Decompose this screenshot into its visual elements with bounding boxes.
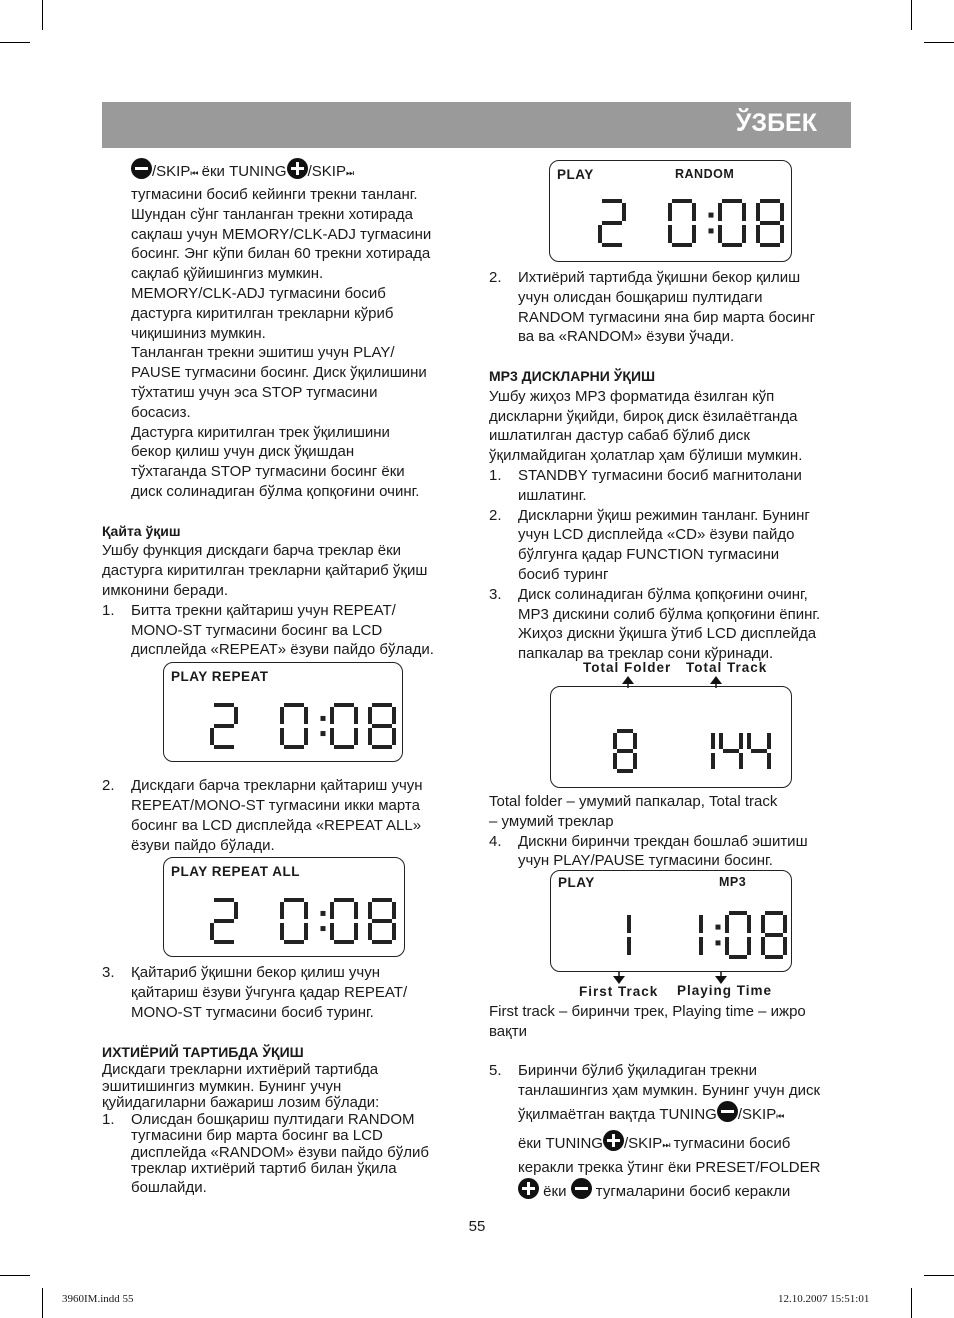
text-line: Ихтиёрий тартибда ўқишни бекор қилиш xyxy=(518,269,801,286)
text-line: босинг. Энг кўпи билан 60 трекни хотирада xyxy=(131,245,431,263)
intro-first-line xyxy=(102,158,472,185)
text-line: Ушбу функция дискдаги барча треклар ёки xyxy=(102,542,402,560)
caption-total-folder: Total Folder xyxy=(583,660,672,675)
text-line: учун олисдан бошқариш пултидаги xyxy=(518,288,763,306)
list-number: 3. xyxy=(489,585,502,603)
text-line: MP3 дискини солиб бўлма қопқоғини ёпинг. xyxy=(518,605,821,623)
lcd-colon xyxy=(716,925,721,930)
text-line: PAUSE тугмасини босинг. Диск ўқилишини xyxy=(131,364,427,382)
list-number: 1. xyxy=(489,466,502,484)
text-line: сақлаш учун MEMORY/CLK-ADJ тугмасини xyxy=(131,225,432,243)
text-line: Шундан сўнг танланган трекни хотирада xyxy=(131,205,413,223)
text-line: Дискдаги барча трекларни қайтариш учун xyxy=(131,777,423,795)
text-line: MONO-ST тугмасини босинг ва LCD xyxy=(131,621,383,639)
list-number: 4. xyxy=(489,832,502,850)
header-title: ЎЗБЕК xyxy=(735,109,817,137)
text-line: дастурга киритилган трекларни кўриб xyxy=(131,304,394,322)
right-column-lower xyxy=(489,792,859,871)
left-column xyxy=(102,158,472,1198)
text-line: имконини беради. xyxy=(102,581,229,599)
text-line: Дискни биринчи трекдан бошлаб эшитиш xyxy=(518,832,808,850)
text-line: ўқилмайдиган ҳолатлар ҳам бўлиши мумкин. xyxy=(489,447,803,465)
crop-mark xyxy=(924,1275,954,1276)
text-line: керакли трекка ўтинг ёки PRESET/FOLDER xyxy=(518,1158,821,1176)
section-heading-mp3: MP3 ДИСКЛАРНИ ЎҚИШ xyxy=(489,367,656,384)
text-line: треклар ихтиёрий тартиб билан ўқила xyxy=(131,1160,397,1178)
lcd-digits xyxy=(164,858,406,958)
lcd-display-repeat xyxy=(163,662,403,762)
text-line: босасиз. xyxy=(131,403,191,421)
text-line: учун LCD дисплейда «CD» ёзуви пайдо xyxy=(518,526,795,544)
list-item xyxy=(102,963,472,1022)
crop-mark xyxy=(42,0,43,30)
caption-total-track: Total Track xyxy=(686,660,768,675)
text-line: MEMORY/CLK-ADJ тугмасини босиб xyxy=(131,284,386,302)
skip-next-icon: ⏭ xyxy=(662,1139,670,1150)
text: ёки TUNING xyxy=(197,163,287,180)
text-line: қуйидагиларни бажариш лозим бўлади: xyxy=(102,1094,380,1112)
text-line: Дискларни ўқиш режимин танланг. Бунинг xyxy=(518,506,810,524)
text: /SKIP xyxy=(152,163,191,180)
lcd-label-play: PLAY xyxy=(557,167,594,182)
text-line: тугмасини бир марта босинг ва LCD xyxy=(131,1127,383,1145)
lcd-digits xyxy=(551,871,793,973)
text-line: дисплейда «RANDOM» ёзуви пайдо бўлиб xyxy=(131,1143,429,1161)
skip-next-icon: ⏭ xyxy=(345,168,354,178)
list-number: 1. xyxy=(102,1110,115,1128)
lcd-label: PLAY REPEAT ALL xyxy=(171,864,301,880)
text-line: Диск солинадиган бўлма қопқоғини очинг, xyxy=(518,585,808,603)
text: /SKIP xyxy=(623,1134,663,1152)
list-number: 2. xyxy=(489,506,502,524)
section-heading-random: ИХТИЁРИЙ ТАРТИБДА ЎҚИШ xyxy=(102,1043,304,1060)
text-line: сақлаб қўйишингиз мумкин. xyxy=(131,265,324,283)
lcd-display-total xyxy=(550,686,792,788)
lcd-digits xyxy=(164,663,404,763)
section-heading-repeat: Қайта ўқиш xyxy=(102,522,181,539)
language-header-bar xyxy=(102,102,851,148)
text-line: бекор қилиш учун диск ўқишдан xyxy=(131,443,355,461)
minus-button-icon xyxy=(571,1178,592,1199)
text: /SKIP xyxy=(307,163,346,180)
text: /SKIP xyxy=(737,1105,777,1123)
text-line: – умумий треклар xyxy=(489,812,614,830)
intro-paragraph xyxy=(102,185,472,502)
text-line: First track – биринчи трек, Playing time – ижро xyxy=(489,1003,806,1020)
lcd-colon xyxy=(321,911,326,916)
text-line: Дастурга киритилган трек ўқилишини xyxy=(131,423,390,441)
lcd-label: PLAY REPEAT xyxy=(171,669,269,685)
right-column xyxy=(489,158,859,664)
text: ёки xyxy=(539,1182,571,1200)
lcd-digits xyxy=(551,687,793,789)
list-item xyxy=(489,466,859,506)
text-line xyxy=(518,1130,859,1158)
crop-mark xyxy=(42,1288,43,1318)
lcd-display-repeat-all xyxy=(163,857,405,957)
crop-mark xyxy=(911,0,912,30)
lcd-colon xyxy=(709,228,714,233)
text: тугмасини босиб xyxy=(669,1134,791,1152)
list-number: 1. xyxy=(102,601,115,619)
text-line: Битта трекни қайтариш учун REPEAT/ xyxy=(131,601,396,619)
text-line: Танланган трекни эшитиш учун PLAY/ xyxy=(131,344,395,362)
right-column-bottom xyxy=(489,1002,859,1206)
text-line: Жиҳоз дискни ўқишга ўтиб LCD дисплейда xyxy=(518,625,817,643)
plus-button-icon xyxy=(287,158,308,179)
text: ёки TUNING xyxy=(518,1134,603,1152)
crop-mark xyxy=(924,42,954,43)
lcd-colon xyxy=(321,731,326,736)
lcd-digits xyxy=(550,161,793,263)
text-line: дисплейда «REPEAT» ёзуви пайдо бўлади. xyxy=(131,641,434,659)
text-line: танлашингиз ҳам мумкин. Бунинг учун диск xyxy=(518,1082,821,1100)
text-line: тўхтатиш учун эса STOP тугмасини xyxy=(131,383,378,401)
text-line xyxy=(518,1178,859,1206)
text-line: тугмасини босиб кейинги трекни танланг. xyxy=(131,186,418,203)
plus-button-icon xyxy=(603,1130,624,1151)
list-item xyxy=(489,832,859,872)
page-number: 55 xyxy=(468,1218,486,1235)
list-number: 3. xyxy=(102,964,115,982)
list-item xyxy=(102,1112,472,1198)
crop-mark xyxy=(911,1288,912,1318)
text-line: чиқишиниз мумкин. xyxy=(131,324,266,342)
lcd-colon xyxy=(709,213,714,218)
text: ўқилмаётган вақтда TUNING xyxy=(518,1105,717,1123)
lcd-colon xyxy=(716,940,721,945)
caption-first-track: First Track xyxy=(579,984,659,999)
lcd-label-play: PLAY xyxy=(558,875,595,890)
list-number: 2. xyxy=(489,269,502,286)
lcd-label-random: RANDOM xyxy=(675,167,735,181)
plus-button-icon xyxy=(518,1178,539,1199)
list-item xyxy=(489,585,859,664)
text-line: REPEAT/MONO-ST тугмасини икки марта xyxy=(131,796,420,814)
text-line: Биринчи бўлиб ўқиладиган трекни xyxy=(518,1062,757,1080)
text-line: дастурга киритилган трекларни қайтариб ўқиш xyxy=(102,562,428,580)
skip-prev-icon: ⏮ xyxy=(776,1110,784,1121)
crop-mark xyxy=(0,1275,30,1276)
text-line: вақти xyxy=(489,1022,527,1040)
text-line: ишлатилган дастур сабаб бўлиб диск xyxy=(489,427,750,445)
text: тугмаларини босиб керакли xyxy=(591,1182,791,1200)
lcd-colon xyxy=(321,926,326,931)
list-number: 2. xyxy=(102,777,115,795)
text-line: MONO-ST тугмасини босиб туринг. xyxy=(131,1003,374,1021)
text-line: диск солинадиган бўлма қопқоғини очинг. xyxy=(131,482,420,500)
text-line: RANDOM тугмасини яна бир марта босинг xyxy=(518,308,816,326)
text-line: учун PLAY/PAUSE тугмасини босинг. xyxy=(518,852,773,870)
arrow-down-icon xyxy=(613,972,625,984)
list-item xyxy=(489,506,859,585)
slug-date: 12.10.2007 15:51:01 xyxy=(778,1293,870,1305)
text-line: ишлатинг. xyxy=(518,486,587,504)
text-line: Total folder – умумий папкалар, Total track xyxy=(489,793,778,810)
crop-mark xyxy=(0,42,30,43)
list-item xyxy=(489,1061,859,1205)
text-line: дискларни ўқийди, бироқ диск ёзилаётганда xyxy=(489,407,798,425)
text-line: бошлайди. xyxy=(131,1178,207,1196)
caption-playing-time: Playing Time xyxy=(677,983,773,998)
text-line xyxy=(518,1101,859,1130)
text-line: қайтариш ёзуви ўчгунга қадар REPEAT/ xyxy=(131,984,408,1002)
text-line: Олисдан бошқариш пултидаги RANDOM xyxy=(131,1110,415,1128)
list-number: 5. xyxy=(489,1062,502,1080)
text-line: ёзуви пайдо бўлади. xyxy=(131,836,275,854)
text-line: бўлгунга қадар FUNCTION тугмасини xyxy=(518,546,780,564)
list-item xyxy=(489,268,859,347)
text-line: Дискдаги трекларни ихтиёрий тартибда xyxy=(102,1061,379,1079)
list-item xyxy=(102,776,472,855)
lcd-label-mp3: MP3 xyxy=(719,875,747,889)
lcd-colon xyxy=(321,716,326,721)
lcd-display-random xyxy=(549,160,792,262)
text-line: эшитишингиз мумкин. Бунинг учун xyxy=(102,1077,342,1095)
lcd-display-mp3 xyxy=(550,870,792,972)
minus-button-icon xyxy=(131,158,152,179)
slug-file: 3960IM.indd 55 xyxy=(62,1293,134,1305)
text-line: босиб туринг xyxy=(518,565,609,583)
list-item xyxy=(102,601,472,660)
text-line: Ушбу жиҳоз MP3 форматида ёзилган кўп xyxy=(489,387,775,405)
text-line: STANDBY тугмасини босиб магнитолани xyxy=(518,466,802,484)
text-line: босинг ва LCD дисплейда «REPEAT ALL» xyxy=(131,816,422,834)
minus-button-icon xyxy=(717,1101,738,1122)
text-line: Қайтариб ўқишни бекор қилиш учун xyxy=(131,964,381,982)
text-line: тўхтаганда STOP тугмасини босинг ёки xyxy=(131,463,405,481)
text-line: папкалар ва треклар сони кўринади. xyxy=(518,645,774,663)
text-line: ва ва «RANDOM» ёзуви ўчади. xyxy=(518,328,735,346)
skip-prev-icon: ⏮ xyxy=(190,168,198,178)
